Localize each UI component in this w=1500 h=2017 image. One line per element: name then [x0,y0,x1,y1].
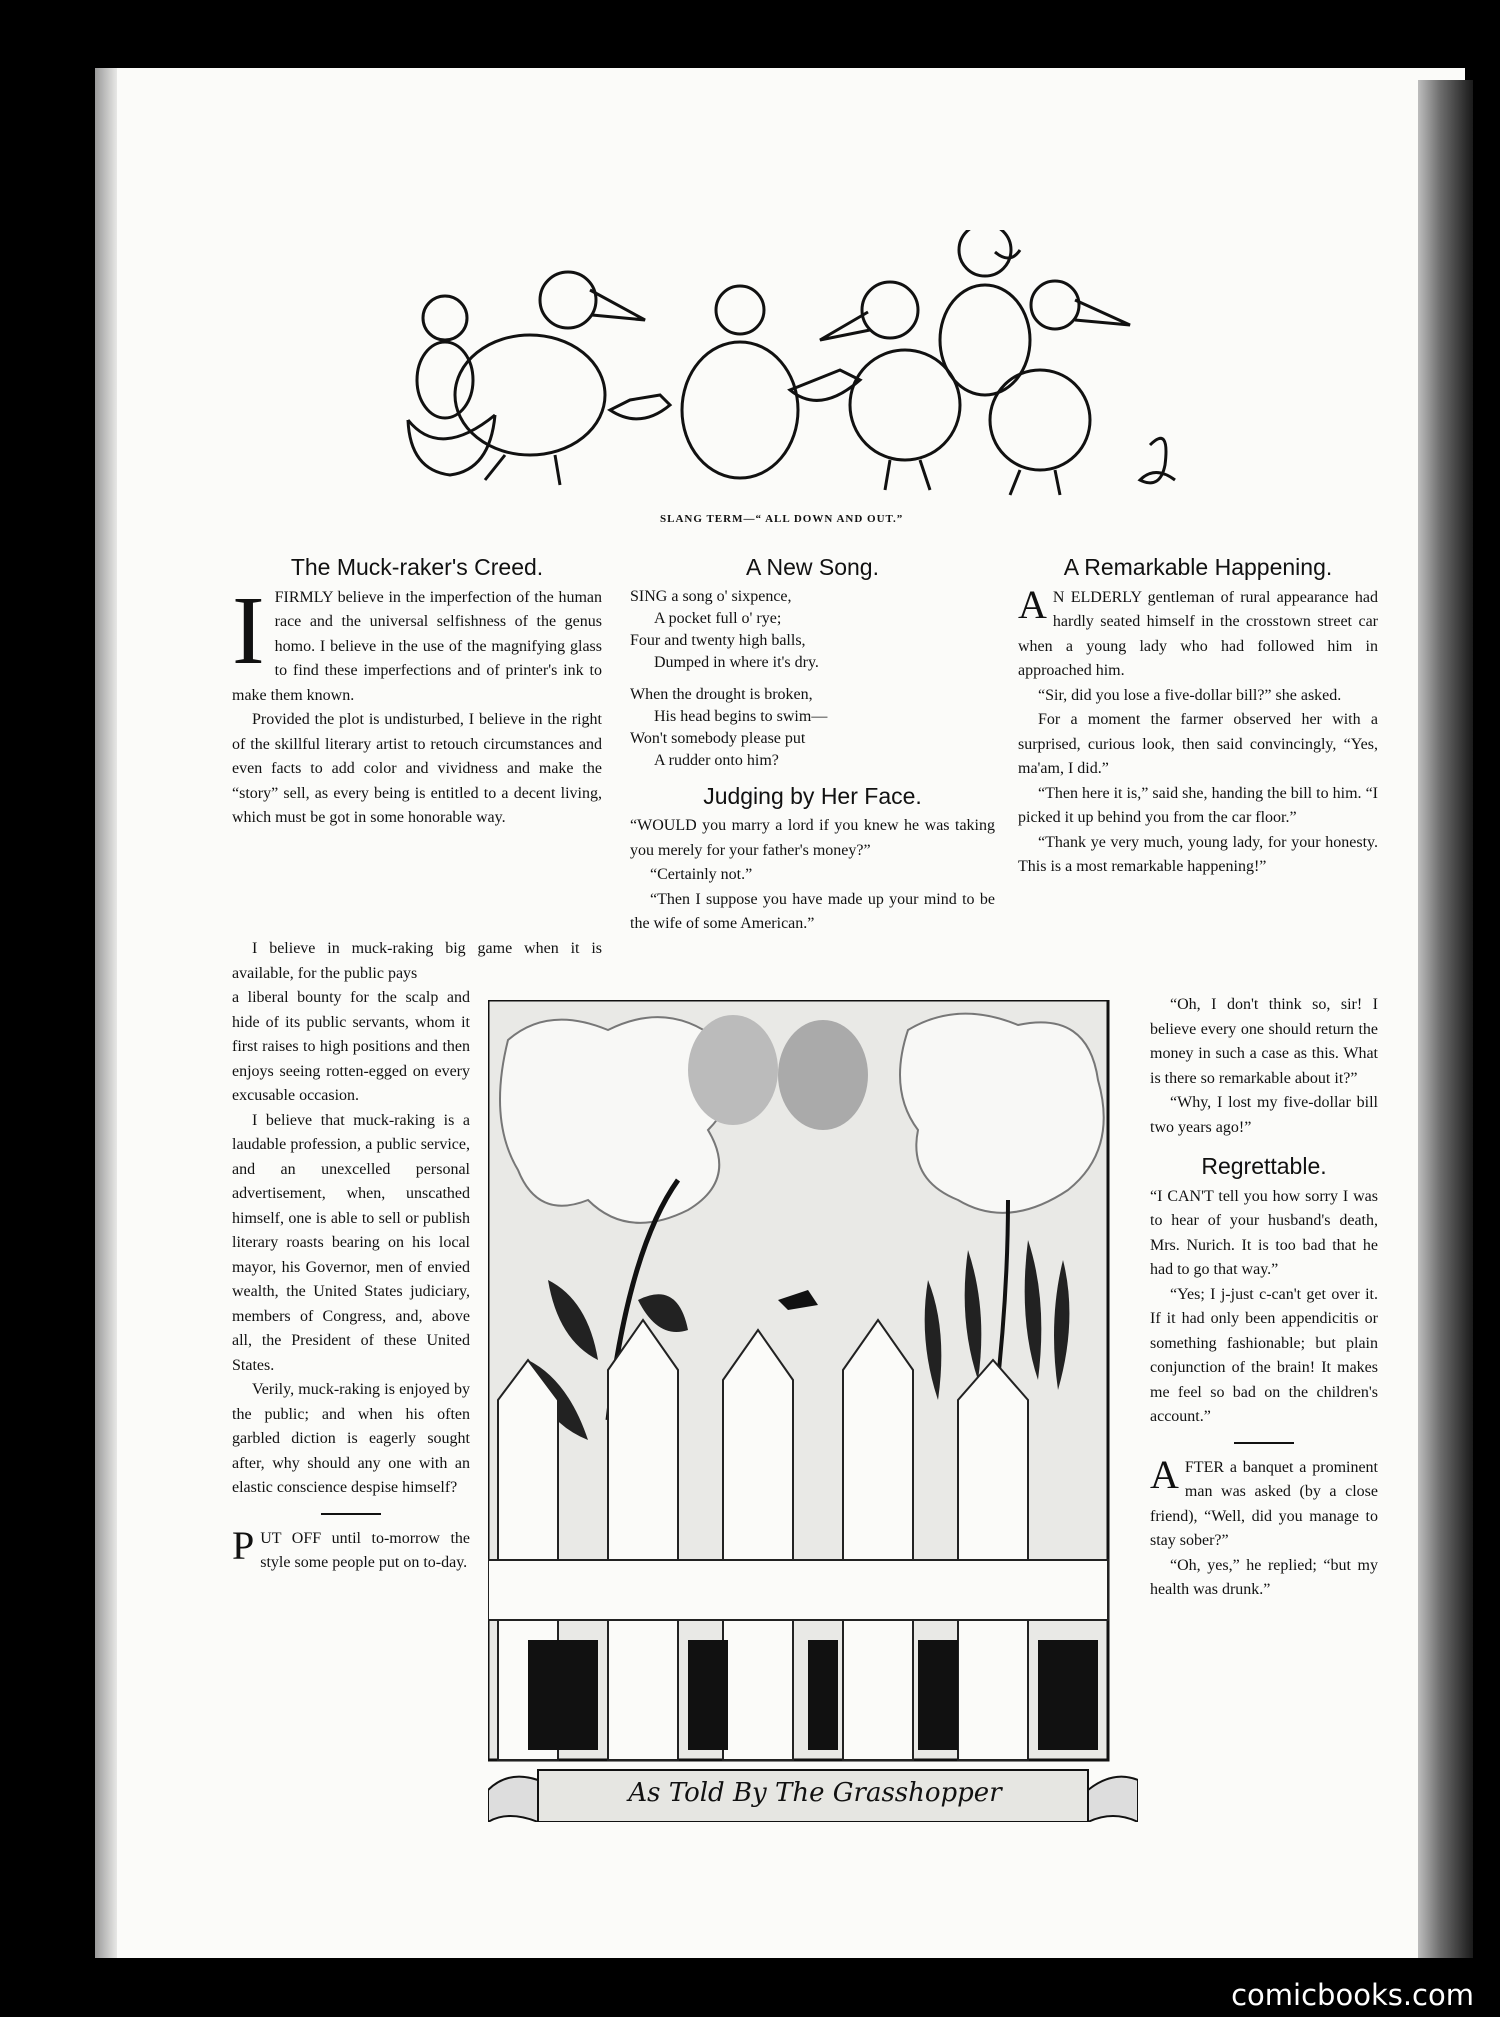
grasshopper-illustration [488,1000,1138,1822]
verse-line: Won't somebody please put [630,729,806,747]
column-muckraker [232,555,602,831]
dropcap-p: P [232,1522,255,1568]
judging-p3: “Then I suppose you have made up your mind to be the wife of some American.” [630,890,995,932]
judging-p1: “WOULD you marry a lord if you knew he was taking you merely for your father's money?” [630,817,995,859]
muckraker-p2: Provided the plot is undisturbed, I believe in the right of the skillful literary artist to retouch circumstances and even facts to add color and vividness and make the “story” sell, as every being is entitled to a decent living, which must be got in some honorable way. [232,711,602,826]
muckraker-p4: I believe that muck-raking is a laudable profession, a public service, and an unexcelled personal advertisement, when, unscathed himself, one is able to sell or publish literary roasts bearing on his local mayor, his Governor, men of envied wealth, the United States judiciary, members of Congress, and, above all, the President of these United States. [232,1111,470,1374]
muckraker-p3-rest: a liberal bounty for the scalp and hide of its public servants, whom it first raises to high positions and then enjoys seeing rotten-egged on every excusable occasion. [232,989,470,1104]
column-new-song [630,555,995,937]
article-title-new-song: A New Song. [746,554,879,580]
site-watermark: comicbooks.com [1231,1978,1474,2012]
verse-line: His head begins to swim— [654,707,828,725]
dropcap-a2: A [1150,1451,1179,1497]
muckraker-p1: FIRMLY believe in the imperfection of the human race and the universal selfishness of the genus homo. I believe in the use of the magnifying glass to find these imperfections and of printer's ink to make them known. [232,588,602,704]
ducks-cartoon [320,230,1180,530]
article-title-regrettable: Regrettable. [1201,1153,1327,1179]
judging-p2: “Certainly not.” [650,866,753,883]
verse-line: A pocket full o' rye; [654,609,782,627]
remarkable-p7: “Why, I lost my five-dollar bill two years ago!” [1150,1094,1378,1136]
section-rule [321,1513,381,1515]
dropcap-i: I [232,576,265,685]
muckraker-p5: Verily, muck-raking is enjoyed by the public; and when his often garbled diction is eagerly sought after, why should any one with an elastic conscience despise himself? [232,1381,470,1496]
remarkable-p6: “Oh, I don't think so, sir! I believe every one should return the money in such a case as this. What is there so remarkable about it?” [1150,996,1378,1087]
column-muckraker-narrow [232,986,470,1576]
verse-1 [630,586,995,674]
regrettable-p2: “Yes; I j-just c-can't get over it. If it had only been appendicitis or something fashionable; but plain conjunction of the brain! It makes me feel so bad on the children's account.” [1150,1285,1378,1425]
verse-line: When the drought is broken, [630,685,813,703]
page-binding-shadow [1418,80,1473,1958]
regrettable-p1: “I CAN'T tell you how sorry I was to hear of your husband's death, Mrs. Nurich. It is too bad that he had to go that way.” [1150,1187,1378,1278]
dropcap-a: A [1018,581,1047,627]
verse-2 [630,684,995,772]
article-title-muckraker: The Muck-raker's Creed. [290,554,544,580]
after-p2: “Oh, yes,” he replied; “but my health was drunk.” [1150,1556,1378,1598]
verse-line: Four and twenty high balls, [630,631,806,649]
column-remarkable-narrow [1150,993,1378,1603]
article-title-remarkable: A Remarkable Happening. [1063,554,1333,580]
cartoon-caption: SLANG TERM—“ ALL DOWN AND OUT.” [660,513,904,525]
remarkable-p5: “Thank ye very much, young lady, for your honesty. This is a most remarkable happening!” [1018,833,1378,875]
section-rule [1234,1442,1294,1444]
article-title-judging: Judging by Her Face. [703,782,922,809]
picture-caption: As Told By The Grasshopper [628,1778,1002,1808]
remarkable-p3: For a moment the farmer observed her with a surprised, curious look, then said convincingly, “Yes, ma'am, I did.” [1018,711,1378,777]
verse-line: Dumped in where it's dry. [654,653,819,671]
column-remarkable [1018,555,1378,880]
verse-line: SING a song o' sixpence, [630,587,792,605]
remarkable-p4: “Then here it is,” said she, handing the bill to him. “I picked it up behind you from the car floor.” [1018,784,1378,826]
remarkable-p2: “Sir, did you lose a five-dollar bill?” she asked. [1038,686,1342,704]
after-p1: FTER a banquet a prominent man was asked (by a close friend), “Well, did you manage to stay sober?” [1150,1458,1378,1549]
verse-line: A rudder onto him? [654,751,779,769]
remarkable-p1: N ELDERLY gentleman of rural appearance had hardly seated himself in the crosstown street car when a young lady who had followed him in approached him. [1018,588,1378,679]
muckraker-p3-lead: I believe in muck-raking big game when it is available, for the public pays [232,940,602,982]
put-off-text: UT OFF until to-morrow the style some people put on to-day. [260,1529,470,1571]
column-muckraker-cont [232,937,602,986]
page-left-edge [95,68,117,1958]
